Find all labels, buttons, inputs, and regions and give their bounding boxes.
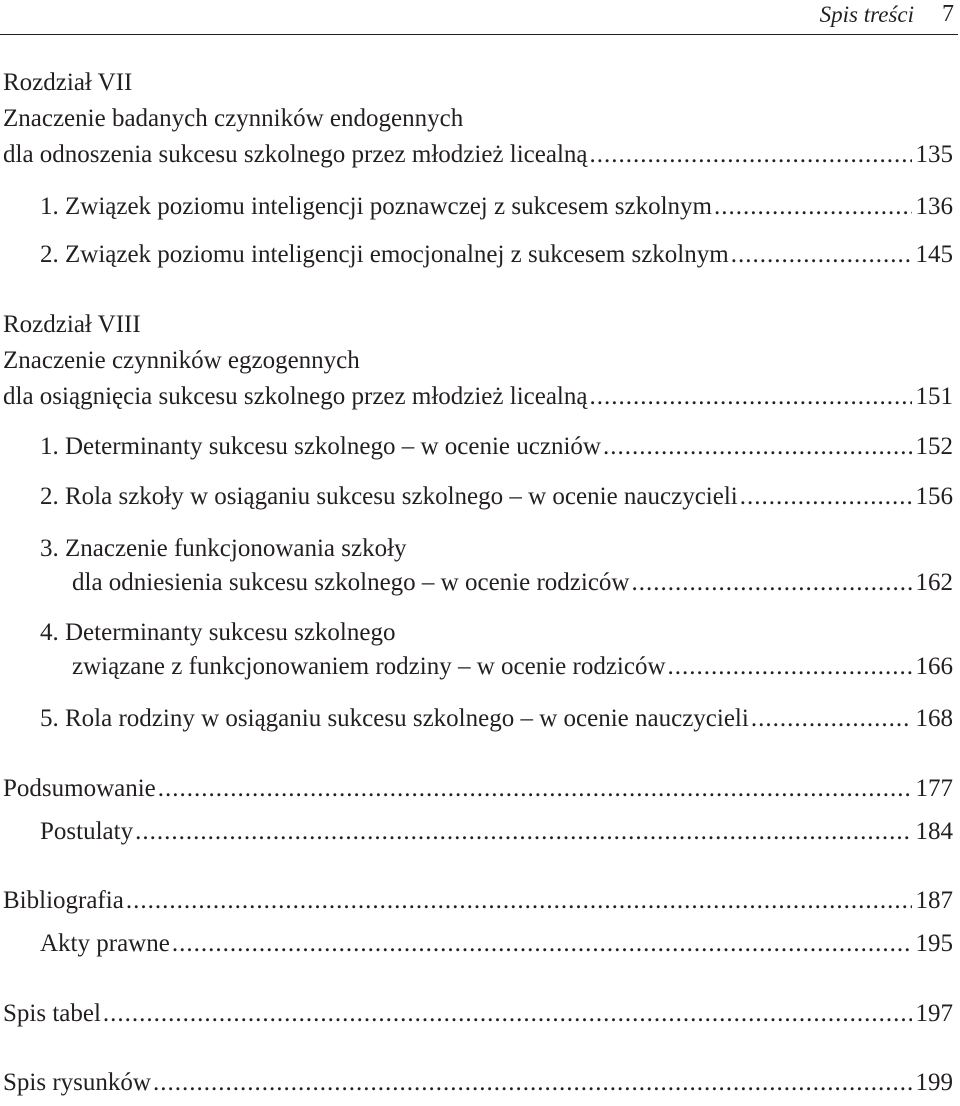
toc-entry-page: 145 <box>915 241 953 268</box>
toc-entry-text: związane z funkcjonowaniem rodziny – w ocenie rodziców <box>72 653 666 680</box>
toc-entry-8-5[interactable] <box>40 704 953 734</box>
dot-leader <box>103 999 912 1029</box>
toc-entry-tables[interactable] <box>3 999 953 1029</box>
toc-entry-text: 2. Rola szkoły w osiąganiu sukcesu szkolnego – w ocenie nauczycieli <box>40 483 738 510</box>
toc-entry-page: 151 <box>915 383 953 410</box>
toc-entry-page: 168 <box>915 705 953 732</box>
toc-entry-text: dla osiągnięcia sukcesu szkolnego przez młodzież licealną <box>3 383 588 410</box>
toc-entry-text: Spis rysunków <box>3 1069 151 1096</box>
toc-entry-chapter-7[interactable] <box>3 140 953 170</box>
toc-entry-text: dla odnoszenia sukcesu szkolnego przez młodzież licealną <box>3 141 588 168</box>
dot-leader <box>714 192 912 222</box>
dot-leader <box>172 929 912 959</box>
toc-entry-8-2[interactable] <box>40 482 953 512</box>
toc-entry-text: dla odniesienia sukcesu szkolnego – w ocenie rodziców <box>72 569 630 596</box>
toc-entry-text: Spis tabel <box>3 1000 101 1027</box>
dot-leader <box>603 432 912 462</box>
chapter-7-heading: Rozdział VII <box>3 69 133 96</box>
chapter-8-title-line1: Znaczenie czynników egzogennych <box>3 347 360 374</box>
toc-entry-text: Bibliografia <box>3 887 124 914</box>
toc-entry-page: 187 <box>915 887 953 914</box>
toc-entry-8-4[interactable] <box>72 652 953 682</box>
chapter-8-heading: Rozdział VIII <box>3 311 141 338</box>
toc-entry-postulates[interactable] <box>40 817 953 847</box>
chapter-7-title-line1: Znaczenie badanych czynników endogennych <box>3 105 464 132</box>
toc-entry-text: Postulaty <box>40 818 134 845</box>
toc-entry-page: 162 <box>915 569 953 596</box>
toc-entry-page: 136 <box>915 193 953 220</box>
dot-leader <box>158 774 912 804</box>
page-number: 7 <box>942 1 954 27</box>
dot-leader <box>751 704 912 734</box>
dot-leader <box>668 652 912 682</box>
toc-entry-7-2[interactable] <box>40 240 953 270</box>
toc-entry-text: 1. Determinanty sukcesu szkolnego – w ocenie uczniów <box>40 433 601 460</box>
toc-entry-8-3-line1: 3. Znaczenie funkcjonowania szkoły <box>40 535 407 562</box>
toc-entry-page: 166 <box>915 653 953 680</box>
toc-entry-text: 5. Rola rodziny w osiąganiu sukcesu szkolnego – w ocenie nauczycieli <box>40 705 749 732</box>
dot-leader <box>135 817 911 847</box>
dot-leader <box>589 382 911 412</box>
toc-entry-page: 156 <box>915 483 953 510</box>
toc-entry-figures[interactable] <box>3 1068 953 1098</box>
toc-entry-page: 197 <box>915 1000 953 1027</box>
running-head <box>0 0 958 35</box>
toc-entry-8-4-line1: 4. Determinanty sukcesu szkolnego <box>40 619 396 646</box>
toc-entry-summary[interactable] <box>3 774 953 804</box>
running-head-title: Spis treści <box>819 2 914 27</box>
toc-entry-page: 184 <box>915 818 953 845</box>
toc-entry-text: Akty prawne <box>40 930 170 957</box>
dot-leader <box>153 1068 912 1098</box>
toc-entry-8-1[interactable] <box>40 432 953 462</box>
dot-leader <box>126 886 912 916</box>
toc-entry-7-1[interactable] <box>40 192 953 222</box>
toc-entry-page: 195 <box>915 930 953 957</box>
toc-entry-bibliography[interactable] <box>3 886 953 916</box>
toc-entry-text: 2. Związek poziomu inteligencji emocjonalnej z sukcesem szkolnym <box>40 241 729 268</box>
toc-entry-text: Podsumowanie <box>3 775 156 802</box>
dot-leader <box>590 140 912 170</box>
dot-leader <box>631 568 911 598</box>
dot-leader <box>740 482 912 512</box>
toc-entry-page: 177 <box>915 775 953 802</box>
toc-entry-page: 135 <box>915 141 953 168</box>
toc-entry-page: 199 <box>915 1069 953 1096</box>
dot-leader <box>731 240 912 270</box>
toc-entry-page: 152 <box>915 433 953 460</box>
toc-entry-8-3[interactable] <box>72 568 953 598</box>
toc-entry-legal-acts[interactable] <box>40 929 953 959</box>
toc-entry-text: 1. Związek poziomu inteligencji poznawczej z sukcesem szkolnym <box>40 193 712 220</box>
toc-entry-chapter-8[interactable] <box>3 382 953 412</box>
